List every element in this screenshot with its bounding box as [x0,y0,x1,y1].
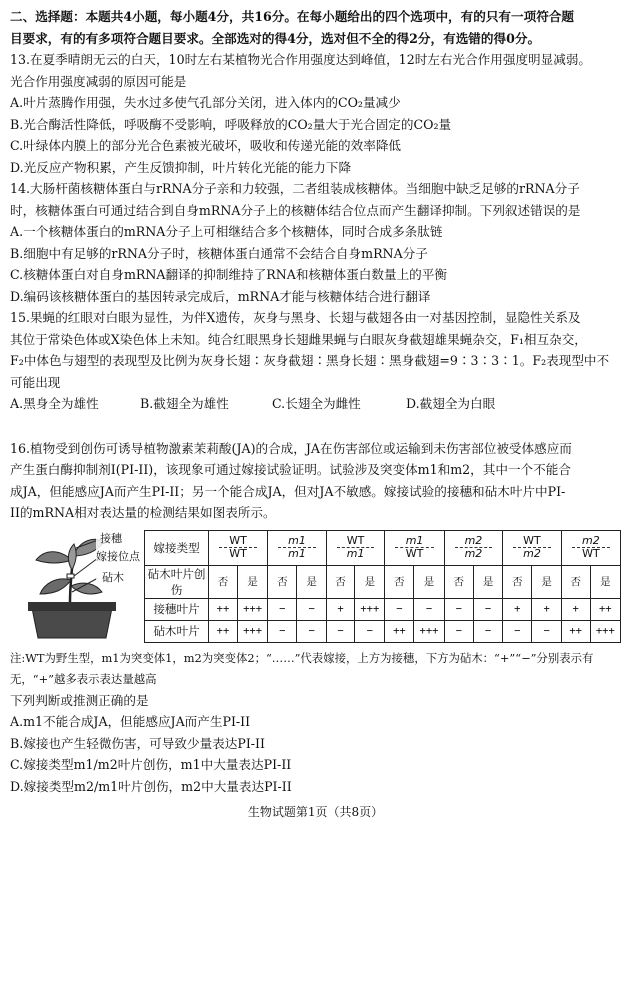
table-cell: − [355,620,385,642]
table-cell: 是 [237,565,267,598]
table-cell: + [532,598,561,620]
q13-option-d: D.光反应产物积累，产生反馈抑制，叶片转化光能的能力下降 [10,159,352,175]
table-cell: 是 [590,565,620,598]
section-header-line-1: 二、选择题：本题共4小题，每小题4分，共16分。在每小题给出的四个选项中，有的只有一项符合题 [10,9,574,24]
table-cell: +++ [590,620,620,642]
header-graft-type: 嫁接类型 [145,530,209,565]
q14-stem-1: 14.大肠杆菌核糖体蛋白与rRNA分子亲和力较强，二者组装成核糖体。当细胞中缺乏足够的rRNA分子 [10,181,580,196]
table-note-line-1: 注:WT为野生型，m1为突变体1，m2为突变体2；“……”代表嫁接，上方为接穗，下方为砧木：“+”“−”分别表示有 [10,650,594,665]
table-cell: +++ [237,598,267,620]
table-cell: − [473,620,502,642]
table-cell: 是 [532,565,561,598]
graft-type-3: WT m1 [326,530,385,565]
q16-option-b: B.嫁接也产生轻微伤害，可导致少量表达PI-II [10,735,266,751]
question-16 [10,438,621,798]
section-header-line-2: 目要求，有的有多项符合题目要求。全部选对的得4分，选对但不全的得2分，有选错的得0分。 [10,30,541,46]
q13-option-b: B.光合酶活性降低，呼吸酶不受影响，呼吸释放的CO₂量大于光合固定的CO₂量 [10,116,452,132]
q13-option-c: C.叶绿体内膜上的部分光合色素被光破坏，吸收和传递光能的效率降低 [10,138,402,153]
table-cell: 是 [414,565,444,598]
table-cell: +++ [355,598,385,620]
table-cell: − [532,620,561,642]
graft-type-7: m2 WT [561,530,620,565]
graft-type-2: m1 m1 [268,530,327,565]
header-scion-leaf: 接穗叶片 [145,598,209,620]
table-cell: 否 [561,565,590,598]
q15-option-d: D.截翅全为白眼 [406,396,496,411]
grafted-plant-illustration [10,530,142,642]
q14-stem-2: 时，核糖体蛋白可通过结合到自身mRNA分子上的核糖体结合位点而产生翻译抑制。下列叙述错误的是 [10,202,581,218]
table-row-graft-type [145,530,621,565]
q16-figure [10,530,621,642]
table-cell: 否 [209,565,238,598]
table-cell: − [444,620,473,642]
q15-stem-2: 其位于常染色体或X染色体上未知。纯合红眼黑身长翅雌果蝇与白眼灰身截翅雄果蝇杂交，F₁相互杂交， [10,331,587,347]
table-cell: − [414,598,444,620]
label-rootstock: 砧木 [102,570,124,584]
table-cell: − [444,598,473,620]
table-cell: ++ [385,620,414,642]
q14-option-b: B.细胞中有足够的rRNA分子时，核糖体蛋白通常不会结合自身mRNA分子 [10,245,428,261]
table-cell: ++ [209,620,238,642]
q14-option-c: C.核糖体蛋白对自身mRNA翻译的抑制维持了RNA和核糖体蛋白数量上的平衡 [10,267,447,282]
header-stock-leaf: 砧木叶片 [145,620,209,642]
q15-option-a: A.黑身全为雄性 [10,396,99,411]
q13-stem-2: 光合作用强度减弱的原因可能是 [10,73,187,89]
table-cell: + [561,598,590,620]
table-note-line-2: 无，“+”越多表示表达量越高 [10,671,157,686]
label-graft-site: 嫁接位点 [96,549,140,563]
graft-type-5: m2 m2 [444,530,503,565]
plant-drawing [10,530,142,642]
table-cell: 否 [444,565,473,598]
q16-stem-4: II的mRNA相对表达量的检测结果如图表所示。 [10,505,276,520]
table-cell: − [268,598,297,620]
table-cell: ++ [561,620,590,642]
table-cell: ++ [209,598,238,620]
table-row-wound [145,565,621,598]
table-cell: 是 [473,565,502,598]
table-cell: 否 [268,565,297,598]
table-cell: − [268,620,297,642]
q15-stem-4: 可能出现 [10,374,61,390]
q15-options [10,393,621,415]
table-row-scion-leaf [145,598,621,620]
graft-type-4: m1 WT [385,530,444,565]
table-cell: 是 [355,565,385,598]
table-cell: +++ [414,620,444,642]
q16-stem-2: 产生蛋白酶抑制剂I(PI-II)，该现象可通过嫁接试验证明。试验涉及突变体m1和m2，其中一个不能合 [10,462,571,477]
q16-option-a: A.m1不能合成JA，但能感应JA而产生PI-II [10,714,251,729]
question-13 [10,49,621,178]
q15-option-c: C.长翅全为雌性 [272,396,361,411]
graft-type-6: WT m2 [503,530,562,565]
header-wound: 砧木叶片创伤 [145,565,209,598]
table-cell: 否 [503,565,532,598]
q13-option-a: A.叶片蒸腾作用强，失水过多使气孔部分关闭，进入体内的CO₂量减少 [10,95,401,110]
table-cell: − [326,620,354,642]
table-cell: + [503,598,532,620]
q16-stem-1: 16.植物受到创伤可诱导植物激素茉莉酸(JA)的合成，JA在伤害部位或运输到未伤害部位被受体感应而 [10,440,572,456]
graft-results-table [144,530,621,643]
page-footer: 生物试题第1页（共8页） [247,805,384,819]
q16-question: 下列判断或推测正确的是 [10,692,149,708]
table-cell: 否 [326,565,354,598]
table-cell: − [503,620,532,642]
question-14 [10,178,621,307]
q16-option-c: C.嫁接类型m1/m2叶片创伤，m1中大量表达PI-II [10,757,292,772]
q15-option-b: B.截翅全为雄性 [140,396,229,411]
table-cell: − [473,598,502,620]
graft-type-1: WT WT [209,530,268,565]
question-15 [10,307,621,415]
q16-stem-3: 成JA，但能感应JA而产生PI-II；另一个能合成JA，但对JA不敏感。嫁接试验的接穗和砧木叶片中PI- [10,483,566,499]
table-cell: 是 [297,565,326,598]
table-cell: − [297,620,326,642]
table-cell: ++ [590,598,620,620]
table-note [10,648,621,690]
table-cell: − [385,598,414,620]
table-cell: − [297,598,326,620]
table-row-stock-leaf [145,620,621,642]
q14-option-a: A.一个核糖体蛋白的mRNA分子上可相继结合多个核糖体，同时合成多条肽链 [10,224,443,239]
q14-option-d: D.编码该核糖体蛋白的基因转录完成后，mRNA才能与核糖体结合进行翻译 [10,288,431,304]
q15-stem-1: 15.果蝇的红眼对白眼为显性，为伴X遗传，灰身与黑身、长翅与截翅各由一对基因控制，显隐性关系及 [10,310,581,325]
table-cell: +++ [237,620,267,642]
table-cell: 否 [385,565,414,598]
label-scion: 接穗 [100,531,122,545]
q15-stem-3: F₂中体色与翅型的表现型及比例为灰身长翅∶灰身截翅∶黑身长翅∶黑身截翅=9∶3∶3∶1。F₂表现型中不 [10,353,610,368]
q13-stem-1: 13.在夏季晴朗无云的白天，10时左右某植物光合作用强度达到峰值，12时左右光合作用强度明显减弱。 [10,52,592,67]
q16-option-d: D.嫁接类型m2/m1叶片创伤，m2中大量表达PI-II [10,778,292,794]
table-cell: + [326,598,354,620]
